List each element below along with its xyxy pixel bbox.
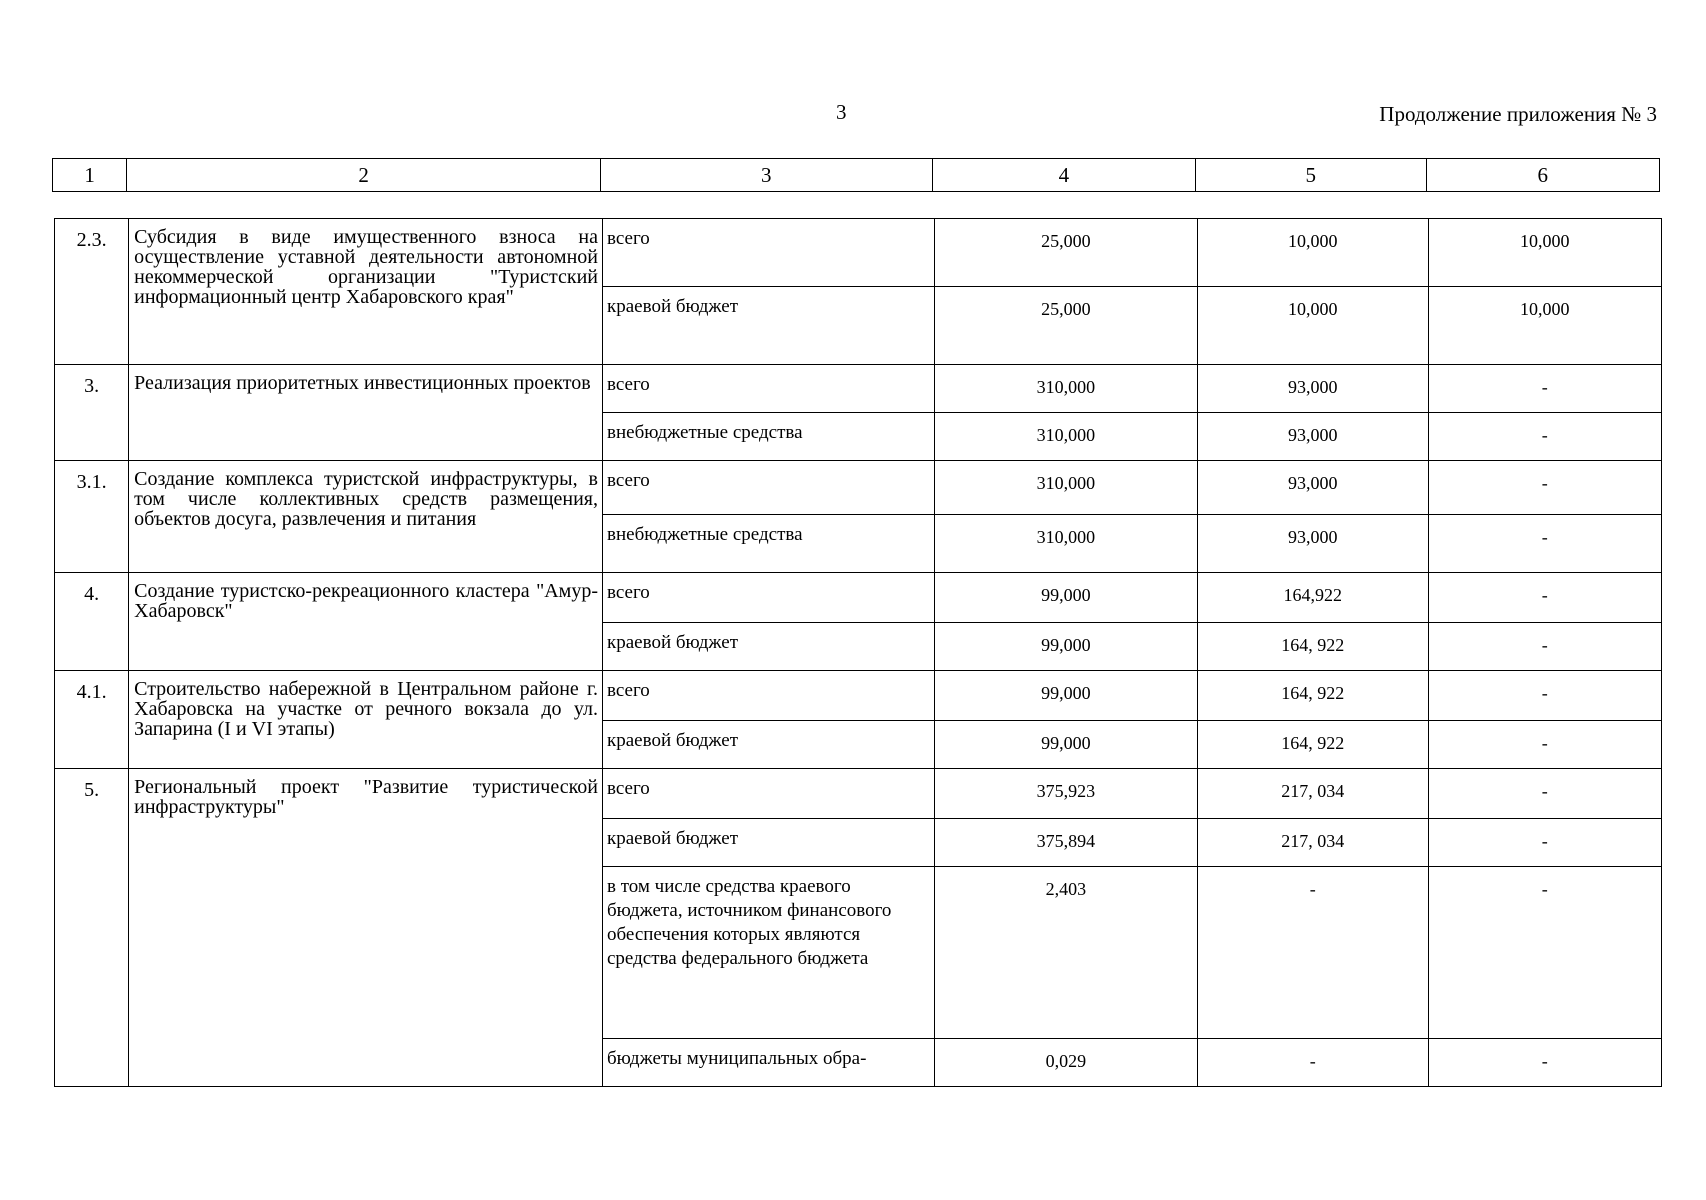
value-col4: 375,894	[934, 819, 1197, 867]
item-description: Строительство набережной в Центральном районе г. Хабаровска на участке от речного вокзала до ул. Запарина (I и VI этапы)	[129, 671, 603, 769]
value-col4: 375,923	[934, 769, 1197, 819]
value-col5: 10,000	[1198, 287, 1428, 365]
funding-source: внебюджетные средства	[603, 515, 935, 573]
value-col5: 164, 922	[1198, 671, 1428, 721]
item-number: 3.	[55, 365, 129, 461]
value-col6: -	[1428, 623, 1661, 671]
value-col5: -	[1198, 1039, 1428, 1087]
value-col4: 310,000	[934, 413, 1197, 461]
page-number: 3	[836, 100, 847, 124]
value-col6: 10,000	[1428, 287, 1661, 365]
value-col6: -	[1428, 461, 1661, 515]
table-row	[55, 769, 1662, 819]
funding-table	[54, 218, 1662, 1087]
item-description: Региональный проект "Развитие туристической инфраструктуры"	[129, 769, 603, 1087]
column-header: 4	[932, 159, 1195, 192]
value-col4: 310,000	[934, 515, 1197, 573]
item-number: 2.3.	[55, 219, 129, 365]
column-header: 6	[1426, 159, 1659, 192]
funding-source: всего	[603, 573, 935, 623]
appendix-note: Продолжение приложения № 3	[1379, 102, 1657, 126]
value-col4: 310,000	[934, 365, 1197, 413]
value-col4: 99,000	[934, 573, 1197, 623]
value-col5: 217, 034	[1198, 819, 1428, 867]
column-header: 1	[53, 159, 127, 192]
table-row	[55, 573, 1662, 623]
value-col6: 10,000	[1428, 219, 1661, 287]
table-row	[55, 671, 1662, 721]
value-col5: -	[1198, 867, 1428, 1039]
item-number: 4.1.	[55, 671, 129, 769]
value-col6: -	[1428, 671, 1661, 721]
value-col6: -	[1428, 573, 1661, 623]
funding-source: в том числе средства краевого бюджета, источником финансового обеспечения которых являются средства федерального бюджета	[603, 867, 935, 1039]
item-description: Реализация приоритетных инвестиционных проектов	[129, 365, 603, 461]
item-description: Создание туристско-рекреационного кластера "Амур-Хабаровск"	[129, 573, 603, 671]
value-col4: 99,000	[934, 671, 1197, 721]
item-description: Субсидия в виде имущественного взноса на осуществление уставной деятельности автономной некоммерческой организации "Туристский информационный центр Хабаровского края"	[129, 219, 603, 365]
funding-source: всего	[603, 461, 935, 515]
header-row	[53, 159, 1660, 192]
value-col5: 93,000	[1198, 515, 1428, 573]
value-col4: 99,000	[934, 721, 1197, 769]
column-header: 2	[127, 159, 601, 192]
value-col5: 93,000	[1198, 365, 1428, 413]
item-number: 5.	[55, 769, 129, 1087]
value-col6: -	[1428, 515, 1661, 573]
funding-source: краевой бюджет	[603, 287, 935, 365]
value-col6: -	[1428, 867, 1661, 1039]
value-col5: 164, 922	[1198, 721, 1428, 769]
funding-source: внебюджетные средства	[603, 413, 935, 461]
value-col4: 25,000	[934, 287, 1197, 365]
value-col5: 164,922	[1198, 573, 1428, 623]
item-description: Создание комплекса туристской инфраструктуры, в том числе коллективных средств размещения, объектов досуга, развлечения и питания	[129, 461, 603, 573]
funding-source: краевой бюджет	[603, 819, 935, 867]
funding-source: бюджеты муниципальных обра-	[603, 1039, 935, 1087]
funding-source: всего	[603, 671, 935, 721]
value-col5: 93,000	[1198, 413, 1428, 461]
item-number: 4.	[55, 573, 129, 671]
value-col4: 99,000	[934, 623, 1197, 671]
table-row	[55, 219, 1662, 287]
funding-source: всего	[603, 769, 935, 819]
funding-source: краевой бюджет	[603, 623, 935, 671]
value-col4: 310,000	[934, 461, 1197, 515]
value-col6: -	[1428, 721, 1661, 769]
column-header: 5	[1196, 159, 1426, 192]
value-col4: 0,029	[934, 1039, 1197, 1087]
value-col6: -	[1428, 365, 1661, 413]
funding-source: всего	[603, 365, 935, 413]
table-row	[55, 365, 1662, 413]
funding-source: краевой бюджет	[603, 721, 935, 769]
column-number-header	[52, 158, 1660, 192]
value-col5: 164, 922	[1198, 623, 1428, 671]
value-col6: -	[1428, 819, 1661, 867]
value-col6: -	[1428, 413, 1661, 461]
item-number: 3.1.	[55, 461, 129, 573]
value-col6: -	[1428, 1039, 1661, 1087]
value-col5: 217, 034	[1198, 769, 1428, 819]
value-col5: 10,000	[1198, 219, 1428, 287]
value-col4: 2,403	[934, 867, 1197, 1039]
value-col5: 93,000	[1198, 461, 1428, 515]
table-row	[55, 461, 1662, 515]
value-col4: 25,000	[934, 219, 1197, 287]
funding-source: всего	[603, 219, 935, 287]
column-header: 3	[601, 159, 933, 192]
value-col6: -	[1428, 769, 1661, 819]
